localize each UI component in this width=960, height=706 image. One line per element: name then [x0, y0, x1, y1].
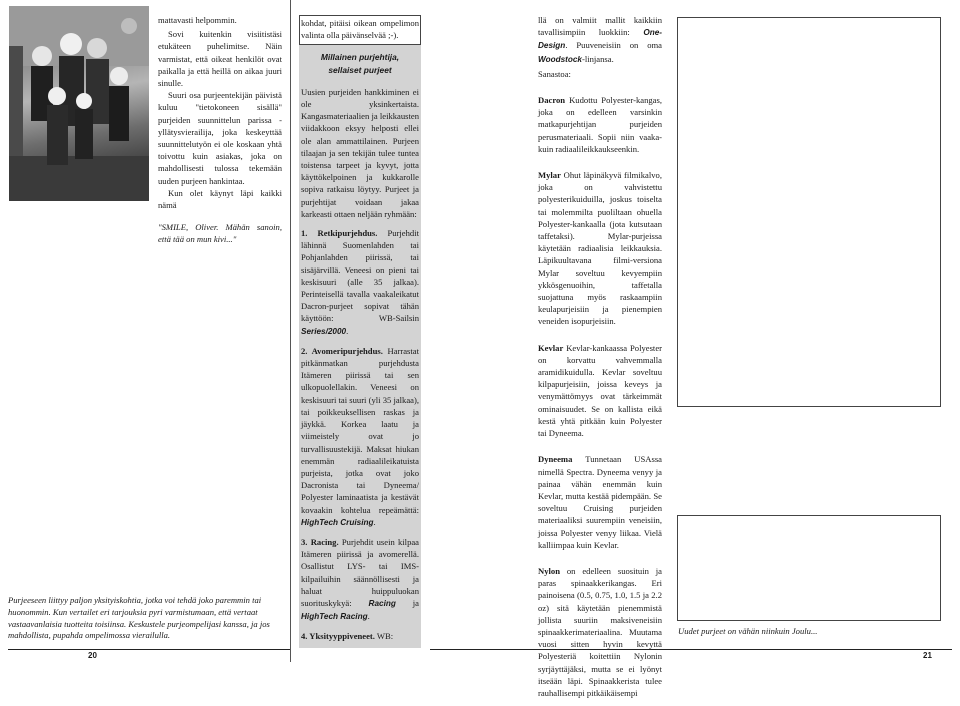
left-intro-column	[158, 14, 282, 253]
section-heading-line2: sellaiset purjeet	[328, 64, 392, 75]
left-caption-text: Purjeeseen liittyy paljon yksityiskohtia, jotka voi tehdä joko paremmin tai huonommin. Kun vertailet eri tarjouksia pyri varmistumaan, että vertaat vastaavanlaisia tuotteita toisiinsa. Keskustele purjeompelijasi kanssa, ja jos mahdollista, pupahda ompelimossa vierailulla.	[8, 595, 270, 641]
glossary-dyneema	[538, 453, 662, 551]
item-1-end: .	[346, 325, 349, 336]
dyneema-definition: Tunnetaan USAssa nimellä Spectra. Dyneema venyy ja painaa vähän enemmän kuin Kevlar, mutta kestää pidempään. Se soveltuu Cruising purjeiden materiaaliksi suurempiin veneisiin, joissa Polyester venyy liikaa. Vielä kalliimpaa kuin Kevlar.	[538, 454, 662, 550]
item-1-title: 1. Retkipurjehdus.	[301, 228, 378, 239]
item-3-mid: ja	[395, 597, 419, 608]
item-2	[301, 345, 419, 529]
dyneema-term: Dyneema	[538, 454, 573, 465]
page-number-right: 21	[923, 651, 932, 660]
kevlar-term: Kevlar	[538, 342, 564, 353]
glossary-mylar	[538, 169, 662, 328]
nylon-term: Nylon	[538, 565, 560, 576]
family-photo-illustration	[9, 6, 149, 201]
intro-paragraph-3: Kun olet käynyt läpi kaikki nämä	[158, 187, 282, 211]
item-1-brand: Series/2000	[301, 326, 347, 336]
glossary-intro-mid: . Puuveneisiin on oma	[565, 40, 662, 51]
pull-quote: "SMILE, Oliver. Mähän sanoin, että tää on mun kivi..."	[158, 222, 282, 245]
item-3-title: 3. Racing.	[301, 536, 339, 547]
item-1	[301, 227, 419, 338]
mylar-definition: Ohut läpinäkyvä filmikalvo, joka on vahvistettu polyesterikuiduilla, joskus toiselta tai molemmilta puoliltaan ohuella Polyester-kankaalla (jota kutsutaan taffetaksi). Mylar-purjeissa käytetään radiaalisia leikkauksia. Läpikuultavana filmi-versiona Mylar soveltuu kevyempiin ykkösgenuoihin, taffetalla suojattuna myös raskaampiin keulapurjeisiin ja pienempien veneiden isopurjeisiin.	[538, 170, 662, 327]
right-caption-text: Uudet purjeet on vähän niinkuin Joulu...	[678, 626, 818, 636]
image-frame-top	[677, 17, 941, 407]
item-3-end: .	[367, 611, 370, 622]
mylar-term: Mylar	[538, 170, 561, 181]
glossary-intro-end: -linjansa.	[581, 53, 614, 64]
item-2-title: 2. Avomeripurjehdus.	[301, 345, 383, 356]
section-heading-line1: Millainen purjehtija,	[320, 52, 400, 63]
left-caption	[8, 595, 280, 642]
glossary-intro	[538, 14, 662, 66]
woodstock-brand: Woodstock	[538, 54, 582, 64]
item-2-end: .	[373, 516, 376, 527]
right-footer-rule	[430, 649, 952, 650]
page-number-left: 20	[88, 651, 97, 660]
left-footer-rule	[8, 649, 290, 650]
item-4-title: 4. Yksityyppiveneet.	[301, 631, 375, 642]
nylon-definition: on edelleen suosituin ja paras spinaakkerikangas. Eri painoisena (0.5, 0.75, 1.0, 1.5 ja 2.2 oz) sitä käytetään pienemmistä jollista suuriin maksiveneisiin spinaakkerimateriaalina. Muutama vuosi sitten hyvin kevyttä Polyesteriä koitettiin Nylonin syrjäyttäjäksi, mutta se ei lyönyt itseään läpi. Spinaakkerista tulee rauhallisempi pitkäikäisempi	[538, 565, 662, 698]
intro-paragraph-1: Sovi kuitenkin visiitistäsi etukäteen puhelimitse. Näin varmistat, että oikeat henkilöt ovat paikalla ja että heillä on aikaa juuri sinulle.	[158, 29, 282, 89]
item-1-text: Purjehdit lähinnä Suomenlahden tai Pohjanlahden piirissä, tai sisäjärvillä. Veneesi on pieni tai keskisuuri (alle 35 jalkaa). Perinteisellä tavalla vaakaleikatut Dacron-purjeet sopivat tähän käyttöön: WB-Sailsin	[301, 228, 419, 324]
intro-line: mattavasti helpommin.	[158, 15, 237, 25]
one-design-brand: One-Design	[538, 28, 662, 51]
glossary-kevlar	[538, 342, 662, 440]
item-2-text: Harrastat pitkänmatkan purjehdusta Itämeren piirissä tai sen ulkopuolellakin. Veneesi on keskisuuri tai suuri (yli 35 jalkaa), tai poikkeuksellisen raskas ja jäykkä. Korkea laatu ja viimeistely ovat jo turvallisuustekijä. Maksat hiukan enemmän radiaalileikatuista purjeista, jotka ovat joko Dacronista tai Dyneema/ Polyester laminaatista ja kestävät kovaakin kohtelua repeämättä:	[301, 345, 419, 515]
glossary-dacron	[538, 94, 662, 155]
glossary-intro-text: llä on valmiit mallit kaikkiin tavallisimpiin luokkiin:	[538, 15, 662, 38]
dacron-definition: Kudottu Polyester-kangas, joka on edelleen varsinkin matkapurjehtijan purjeiden perusmateriaali. Sopii niin vaaka- kuin radiaalileikkaukseenkin.	[538, 95, 662, 154]
glossary-nylon	[538, 565, 662, 699]
right-caption	[678, 626, 938, 638]
left-page-border	[290, 0, 291, 662]
family-photo	[9, 6, 149, 201]
glossary-column	[538, 14, 662, 706]
image-frame-bottom	[677, 515, 941, 621]
item-4	[301, 630, 419, 642]
intro-paragraph-2: Suuri osa purjeentekijän päivistä kuluu "tietokoneen sisällä" purjeiden suunnittelun parissa - yllätysvierailija, joka keskeyttää suunnittelutyön ei ole koskaan yhtä toivottu kuin asiakas, joka on mahdollisesti tulossa tekemään uuden purjeen hankintaa.	[158, 90, 282, 186]
middle-top-text: kohdat, pitäisi oikean ompelimon valinta olla päivänselvää ;-).	[301, 18, 419, 41]
item-3-text: Purjehdit usein kilpaa Itämeren piirissä ja avomerellä. Osallistut LYS- tai IMS-kilpailuihin säännöllisesti ja haluat huippuluokan suorituskykyä:	[301, 536, 419, 608]
glossary-label: Sanastoa:	[538, 68, 571, 79]
right-page	[430, 0, 960, 698]
item-3	[301, 536, 419, 623]
left-page	[0, 0, 290, 662]
kevlar-definition: Kevlar-kankaassa Polyester on korvattu vahvemmalla aramidikuidulla. Kevlar soveltuu kilpapurjeisiin, joissa keveys ja venymättömyys ovat tärkeimmät ominaisuudet. Se on kallista eikä kestä yhtä pitkään kuin Polyester tai Dyneema.	[538, 342, 662, 439]
middle-column	[301, 17, 419, 650]
item-3-brand-2: HighTech Racing	[301, 612, 368, 622]
item-3-brand-1: Racing	[368, 598, 396, 608]
middle-intro-paragraph: Uusien purjeiden hankkiminen ei ole yksinkertaista. Kangasmateriaalien ja leikkausten viidakkoon eksyy helposti ellei ole alan ammattilainen. Purjeen tilaajan ja sen tekijän tulee tuntea toistensa tarpeet ja kyvyt, jotta käyttökelpoinen ja kukkarolle sopiva ratkaisu löytyy. Purjeet ja purjehtijat voidaan jakaa karkeasti ottaen neljään ryhmään:	[301, 86, 419, 219]
item-4-text: WB:	[374, 631, 394, 642]
item-2-brand: HighTech Cruising	[301, 517, 374, 527]
dacron-term: Dacron	[538, 95, 566, 106]
section-heading	[301, 51, 419, 75]
